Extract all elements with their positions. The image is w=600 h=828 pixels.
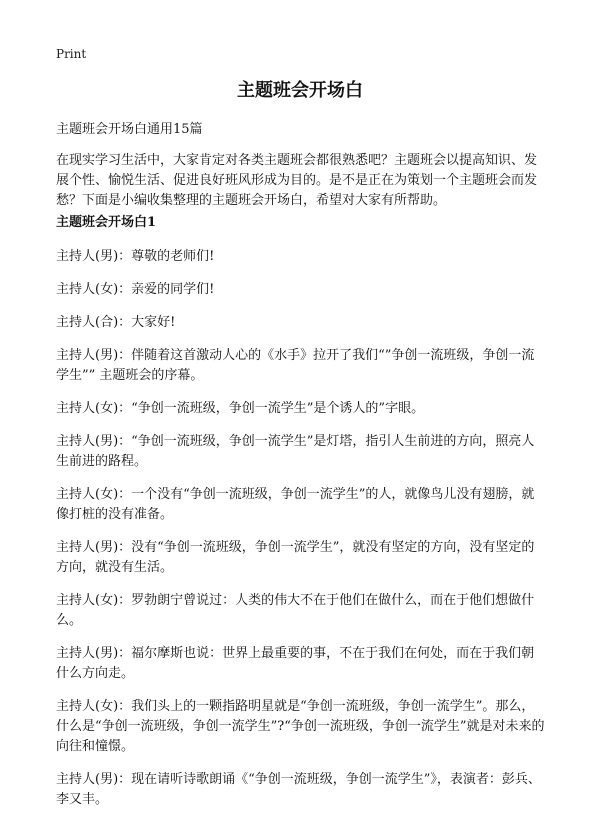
- dialogue-line: 主持人(女)：“争创一流班级，争创一流学生”是个诱人的”字眼。: [56, 401, 425, 416]
- dialogue-line: 主持人(男)：“争创一流班级，争创一流学生”是灯塔，指引人生前进的方向，照亮人生前进的路程。: [56, 434, 535, 469]
- dialogue-line: 主持人(女)：一个没有“争创一流班级，争创一流学生”的人，就像鸟儿没有翅膀，就像打桩的没有准备。: [56, 487, 535, 522]
- intro-paragraph: 在现实学习生活中，大家肯定对各类主题班会都很熟悉吧？主题班会以提高知识、发展个性、愉悦生活、促进良好班风形成为目的。是不是正在为策划一个主题班会而发愁？下面是小编收集整理的主题班会开场白，希望对大家有所帮助。: [56, 153, 538, 208]
- dialogue-list: [56, 247, 546, 823]
- dialogue-line: 主持人(男)：没有“争创一流班级，争创一流学生”，就没有坚定的方向，没有坚定的方向，就没有生活。: [56, 540, 535, 575]
- document-subtitle: 主题班会开场白通用15篇: [56, 122, 203, 137]
- dialogue-line: 主持人(女)：亲爱的同学们!: [56, 282, 215, 297]
- dialogue-line: 主持人(女)：我们头上的一颗指路明星就是“争创一流班级，争创一流学生”。那么，什么是“争创一流班级，争创一流学生”?“争创一流班级，争创一流学生”就是对未来的向往和憧憬。: [56, 699, 545, 754]
- dialogue-line: 主持人(女)：罗勃朗宁曾说过：人类的伟大不在于他们在做什么，而在于他们想做什么。: [56, 593, 535, 628]
- dialogue-line: 主持人(合)：大家好!: [56, 315, 176, 330]
- dialogue-line: 主持人(男)：尊敬的老师们!: [56, 249, 215, 264]
- page-title: 主题班会开场白: [237, 80, 363, 101]
- print-link[interactable]: Print: [56, 47, 87, 61]
- dialogue-line: 主持人(男)：福尔摩斯也说：世界上最重要的事，不在于我们在何处，而在于我们朝什么方向走。: [56, 646, 535, 681]
- section-heading: 主题班会开场白1: [56, 215, 157, 230]
- dialogue-line: 主持人(男)：伴随着这首激动人心的《水手》拉开了我们“”争创一流班级，争创一流学生”” 主题班会的序幕。: [56, 348, 535, 383]
- dialogue-line: 主持人(男)：现在请听诗歌朗诵《“争创一流班级，争创一流学生”》，表演者：彭兵、李又丰。: [56, 772, 541, 807]
